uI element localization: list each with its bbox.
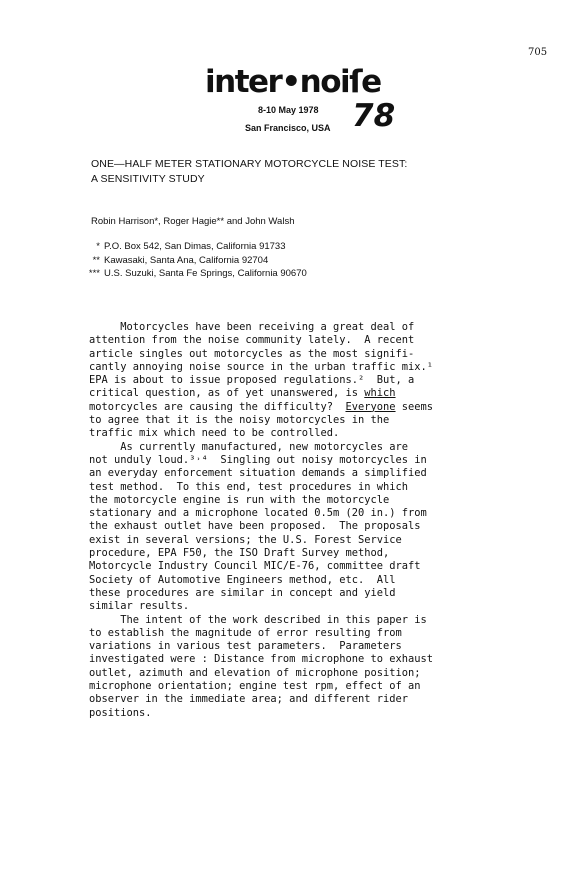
body-line: procedure, EPA F50, the ISO Draft Survey method, [89, 547, 390, 560]
body-line: not unduly loud.³˒⁴ Singling out noisy motorcycles in [89, 453, 427, 466]
body-line: Motorcycles have been receiving a great deal of [89, 321, 415, 333]
body-line: Motorcycle Industry Council MIC/E-76, committee draft [89, 560, 421, 573]
logo-date: 8-10 May 1978 [258, 105, 319, 115]
logo-wordmark: inter•noiſe [205, 64, 381, 100]
body-line: The intent of the work described in this paper is [89, 613, 427, 626]
paper-title [91, 157, 407, 187]
affiliation-mark: ** [92, 254, 100, 266]
affiliation-text: U.S. Suzuki, Santa Fe Springs, California 90670 [104, 268, 307, 279]
body-segment: motorcycles are causing the difficulty? [89, 400, 346, 413]
body-line: stationary and a microphone located 0.5m (20 in.) from [89, 507, 427, 520]
conference-logo [205, 66, 395, 136]
emphasized-word: Everyone [345, 400, 396, 413]
title-line: A SENSITIVITY STUDY [91, 173, 205, 185]
body-segment: critical question, as of yet unanswered, is [89, 387, 365, 400]
author-list: Robin Harrison*, Roger Hagie** and John Walsh [91, 216, 295, 227]
body-line: attention from the noise community lately. A recent [89, 334, 415, 347]
affiliation-text: P.O. Box 542, San Dimas, California 91733 [104, 241, 286, 252]
affiliation-item [80, 267, 307, 281]
logo-city: San Francisco, USA [245, 123, 331, 133]
body-line [89, 401, 433, 414]
body-line: outlet, azimuth and elevation of microphone position; [89, 666, 421, 679]
body-line: EPA is about to issue proposed regulations.² But, a [89, 374, 415, 387]
body-line: traffic mix which need to be controlled. [89, 427, 340, 440]
body-line: the motorcycle engine is run with the motorcycle [89, 493, 390, 506]
body-line: to agree that it is the noisy motorcycles in the [89, 414, 390, 427]
body-line: Society of Automotive Engineers method, etc. All [89, 573, 396, 586]
body-text [89, 321, 433, 720]
body-line [89, 387, 433, 400]
affiliation-mark: * [96, 241, 100, 252]
emphasized-word: which [364, 387, 396, 400]
body-line: test method. To this end, test procedures in which [89, 480, 409, 493]
affiliation-list [80, 240, 307, 281]
body-line: these procedures are similar in concept and yield [89, 586, 396, 599]
logo-year: 78 [352, 98, 396, 134]
body-line: to establish the magnitude of error resulting from [89, 626, 402, 639]
affiliation-item [80, 254, 307, 268]
body-line: observer in the immediate area; and different rider [89, 693, 409, 706]
title-line: ONE—HALF METER STATIONARY MOTORCYCLE NOISE TEST: [91, 158, 408, 170]
body-line: similar results. [89, 600, 190, 613]
body-line: variations in various test parameters. Parameters [89, 640, 402, 653]
affiliation-item [80, 240, 307, 254]
page-number: 705 [528, 47, 548, 58]
body-line: exist in several versions; the U.S. Forest Service [89, 533, 402, 546]
affiliation-mark: *** [88, 268, 100, 279]
body-line: investigated were : Distance from microphone to exhaust [89, 653, 434, 666]
affiliation-text: Kawasaki, Santa Ana, California 92704 [104, 254, 269, 266]
body-line: positions. [89, 706, 152, 719]
body-line: an everyday enforcement situation demands a simplified [89, 467, 427, 480]
body-line: article singles out motorcycles as the most signifi- [89, 347, 415, 360]
body-line: cantly annoying noise source in the urban traffic mix.¹ [89, 360, 434, 373]
body-line: the exhaust outlet have been proposed. The proposals [89, 520, 421, 533]
body-line: microphone orientation; engine test rpm, effect of an [89, 680, 421, 693]
body-line: As currently manufactured, new motorcycles are [89, 440, 409, 453]
body-segment: seems [395, 400, 434, 413]
